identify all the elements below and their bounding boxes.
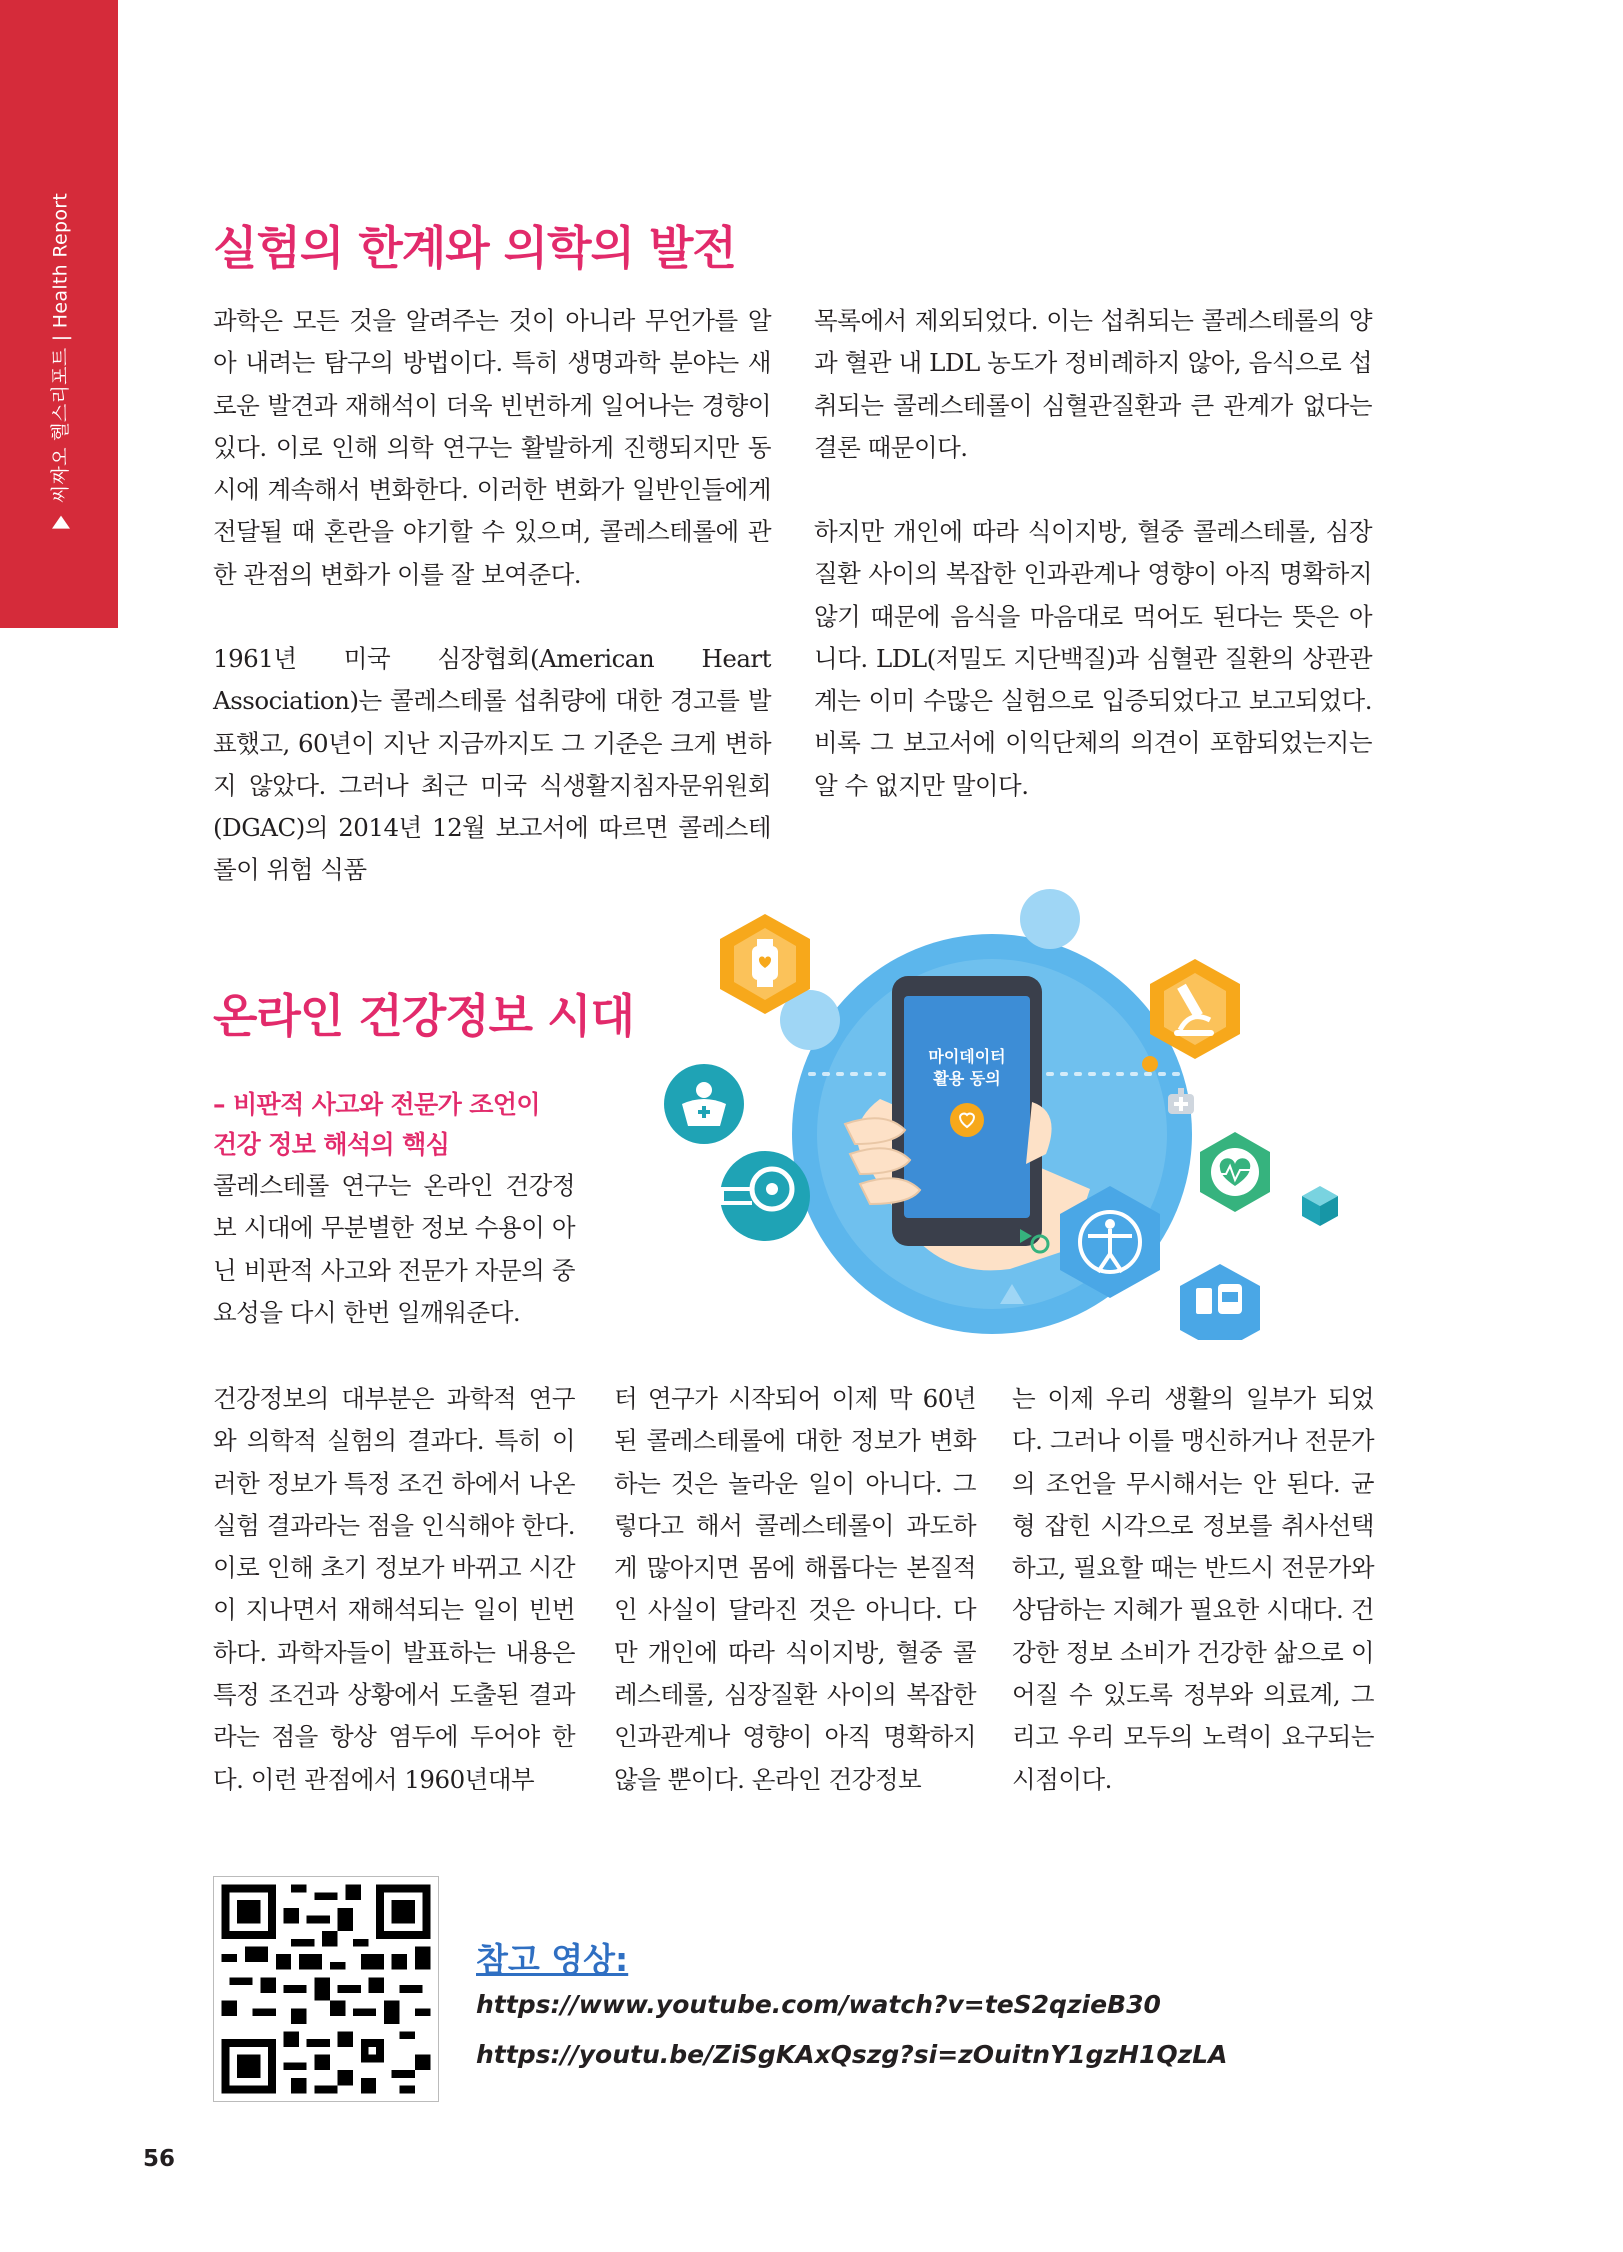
mountain-icon xyxy=(52,516,70,529)
section1-heading: 실험의 한계와 의학의 발전 xyxy=(213,221,736,275)
reference-title: 참고 영상: xyxy=(476,1940,629,1979)
section1-col2-paragraph2: 하지만 개인에 따라 식이지방, 혈중 콜레스테롤, 심장질환 사이의 복잡한 인과관계나 영향이 아직 명확하지 않기 때문에 음식을 마음대로 먹어도 된다는 뜻은 아니다. LDL(저밀도 지단백질)과 심혈관 질환의 상관관계는 이미 수많은 실험으로 입증되었다고 보고되었다. 비록 그 보고서에 이익단체의 의견이 포함되었는지는 알 수 없지만 말이다. xyxy=(814,517,1372,800)
section2-col1: 건강정보의 대부분은 과학적 연구와 의학적 실험의 결과다. 특히 이러한 정보가 특정 조건 하에서 나온 실험 결과라는 점을 인식해야 한다. 이로 인해 초기 정보가 바뀌고 시간이 지나면서 재해석되는 일이 빈번하다. 과학자들이 발표하는 내용은 특정 조건과 상황에서 도출된 결과라는 점을 항상 염두에 두어야 한다. 이런 관점에서 1960년대부 xyxy=(213,1384,575,1794)
fitness-icon xyxy=(664,1064,744,1144)
health-data-illustration xyxy=(660,884,1380,1340)
reference-link-2[interactable]: https://youtu.be/ZiSgKAxQszg?si=zOuitnY1gzH1QzLA xyxy=(476,2040,1228,2069)
section1-col2-paragraph1: 목록에서 제외되었다. 이는 섭취되는 콜레스테롤의 양과 혈관 내 LDL 농도가 정비례하지 않아, 음식으로 섭취되는 콜레스테롤이 심혈관질환과 큰 관계가 없다는 결론 때문이다. xyxy=(814,306,1372,462)
page-number: 56 xyxy=(143,2146,176,2172)
section2-subheading-line1: – 비판적 사고와 전문가 조언이 xyxy=(213,1090,540,1119)
cube-icon xyxy=(1302,1186,1338,1226)
section1-col1-paragraph2: 1961년 미국 심장협회(American Heart Association)는 콜레스테롤 섭취량에 대한 경고를 발표했고, 60년이 지난 지금까지도 그 기준은 크게 변하지 않았다. 그러나 최근 미국 식생활지침자문위원회(DGAC)의 2014년 12월 보고서에 따르면 콜레스테롤이 위험 식품 xyxy=(213,644,771,885)
phone-heart-button xyxy=(950,1103,984,1137)
section2-subheading-line2: 건강 정보 해석의 핵심 xyxy=(213,1130,450,1159)
supplements-icon xyxy=(1180,1264,1260,1340)
heart-rate-icon xyxy=(1200,1132,1270,1212)
reference-link-1[interactable]: https://www.youtube.com/watch?v=teS2qzieB30 xyxy=(476,1990,1161,2019)
side-tab-text: 씨짜오 헬스리포트 | Health Report xyxy=(49,192,72,504)
bubble-top-small xyxy=(1020,889,1080,949)
section2-col3: 는 이제 우리 생활의 일부가 되었다. 그러나 이를 맹신하거나 전문가의 조언을 무시해서는 안 된다. 균형 잡힌 시각으로 정보를 취사선택하고, 필요할 때는 반드시 전문가와 상담하는 지혜가 필요한 시대다. 건강한 정보 소비가 건강한 삶으로 이어질 수 있도록 정부와 의료계, 그리고 우리 모두의 노력이 요구되는 시점이다. xyxy=(1012,1384,1374,1794)
section2-col2: 터 연구가 시작되어 이제 막 60년 된 콜레스테롤에 대한 정보가 변화하는 것은 놀라운 일이 아니다. 그렇다고 해서 콜레스테롤이 과도하게 많아지면 몸에 해롭다는 본질적인 사실이 달라진 것은 아니다. 다만 개인에 따라 식이지방, 혈중 콜레스테롤, 심장질환 사이의 복잡한 인과관계나 영향이 아직 명확하지 않을 뿐이다. 온라인 건강정보 xyxy=(614,1384,976,1794)
side-tab-label xyxy=(46,193,73,531)
phone-text-line1: 마이데이터 xyxy=(928,1047,1006,1066)
tape-measure-icon xyxy=(720,1151,810,1241)
side-tab xyxy=(0,0,118,628)
qr-code[interactable] xyxy=(213,1876,439,2102)
section2-lead-paragraph: 콜레스테롤 연구는 온라인 건강정보 시대에 무분별한 정보 수용이 아닌 비판적 사고와 전문가 자문의 중요성을 다시 한번 일깨워준다. xyxy=(213,1171,575,1327)
phone-text-line2: 활용 동의 xyxy=(933,1069,1001,1088)
section2-heading: 온라인 건강정보 시대 xyxy=(213,989,634,1043)
section1-col1-paragraph1: 과학은 모든 것을 알려주는 것이 아니라 무언가를 알아 내려는 탐구의 방법이다. 특히 생명과학 분야는 새로운 발견과 재해석이 더욱 빈번하게 일어나는 경향이 있다. 이로 인해 의학 연구는 활발하게 진행되지만 동시에 계속해서 변화한다. 이러한 변화가 일반인들에게 전달될 때 혼란을 야기할 수 있으며, 콜레스테롤에 관한 관점의 변화가 이를 잘 보여준다. xyxy=(213,306,771,589)
